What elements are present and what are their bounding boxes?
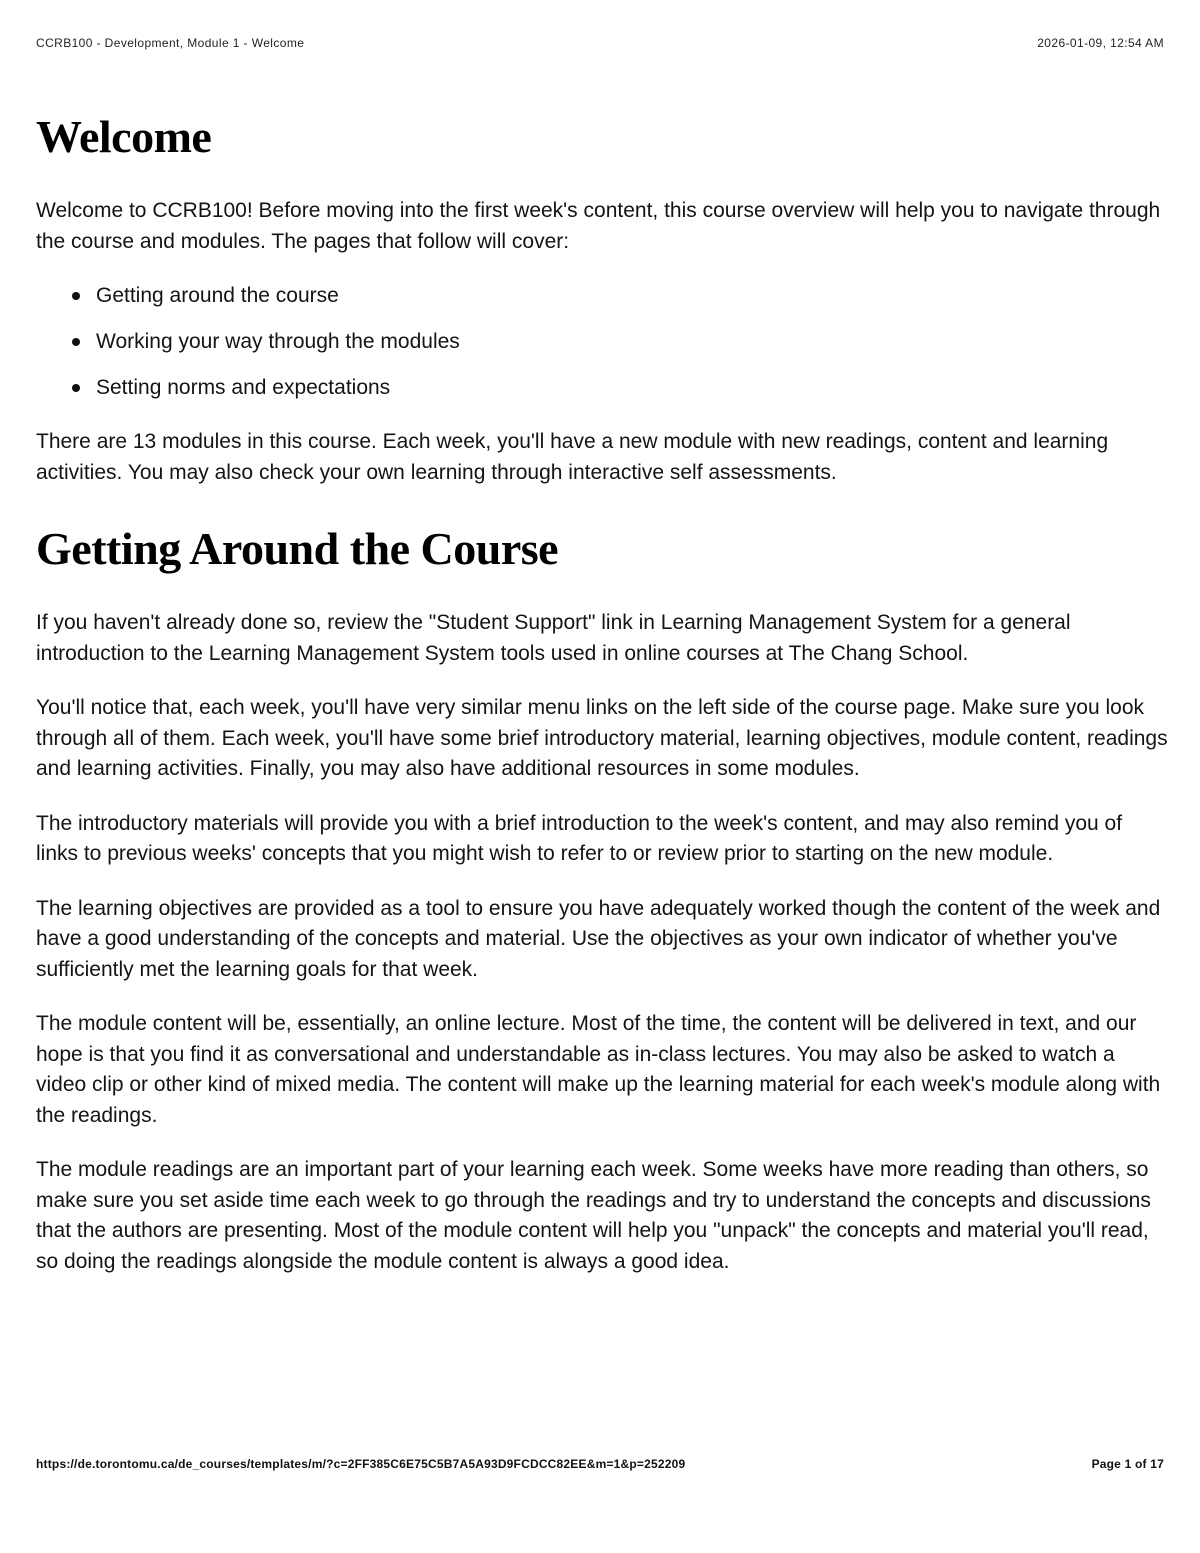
print-header (36, 34, 1164, 52)
print-footer (36, 1455, 1164, 1473)
list-item (72, 281, 1168, 311)
student-support-paragraph: If you haven't already done so, review the "Student Support" link in Learning Management System for a general introduction to the Learning Management System tools used in online courses at The Chang School. (36, 611, 1071, 665)
footer-url: https://de.torontomu.ca/de_courses/templates/m/?c=2FF385C6E75C5B7A5A93D9FCDCC82EE&m=1&p=252209 (36, 1457, 686, 1471)
topics-list (36, 281, 1168, 403)
list-item-text: Setting norms and expectations (96, 376, 391, 399)
page-number: Page 1 of 17 (1091, 1457, 1164, 1471)
print-header-timestamp: 2026-01-09, 12:54 AM (1037, 36, 1164, 50)
print-header-title: CCRB100 - Development, Module 1 - Welcome (36, 36, 305, 50)
page-content (36, 108, 1168, 1301)
learning-objectives-paragraph: The learning objectives are provided as a tool to ensure you have adequately worked though the content of the week and have a good understanding of the concepts and material. Use the objectives as your own indicator of whether you've sufficiently met the learning goals for that week. (36, 896, 1161, 981)
module-readings-paragraph: The module readings are an important part of your learning each week. Some weeks have more reading than others, so make sure you set aside time each week to go through the readings and try to understand the concepts and discussions that the authors are presenting. Most of the module content will help you "unpack" the concepts and material you'll read, so doing the readings alongside the module content is always a good idea. (36, 1158, 1151, 1273)
list-item (72, 373, 1168, 403)
bullet-icon (72, 292, 80, 300)
modules-count-paragraph: There are 13 modules in this course. Each week, you'll have a new module with new readings, content and learning activities. You may also check your own learning through interactive self assessments. (36, 430, 1109, 484)
bullet-icon (72, 384, 80, 392)
module-content-paragraph: The module content will be, essentially, an online lecture. Most of the time, the content will be delivered in text, and our hope is that you find it as conversational and understandable as in-class lectures. You may also be asked to watch a video clip or other kind of mixed media. The content will make up the learning material for each week's module along with the readings. (36, 1012, 1161, 1127)
getting-around-heading: Getting Around the Course (36, 523, 559, 574)
list-item (72, 327, 1168, 357)
list-item-text: Working your way through the modules (96, 330, 460, 353)
introductory-materials-paragraph: The introductory materials will provide you with a brief introduction to the week's content, and may also remind you of links to previous weeks' concepts that you might wish to refer to or review prior to starting on the new module. (36, 811, 1123, 865)
welcome-heading: Welcome (36, 111, 212, 162)
menu-links-paragraph: You'll notice that, each week, you'll have very similar menu links on the left side of the course page. Make sure you look through all of them. Each week, you'll have some brief introductory material, learning objectives, module content, readings and learning activities. Finally, you may also have additional resources in some modules. (36, 696, 1168, 780)
bullet-icon (72, 338, 80, 346)
list-item-text: Getting around the course (96, 284, 339, 307)
welcome-intro-paragraph: Welcome to CCRB100! Before moving into the first week's content, this course overview will help you to navigate through the course and modules. The pages that follow will cover: (36, 199, 1161, 253)
